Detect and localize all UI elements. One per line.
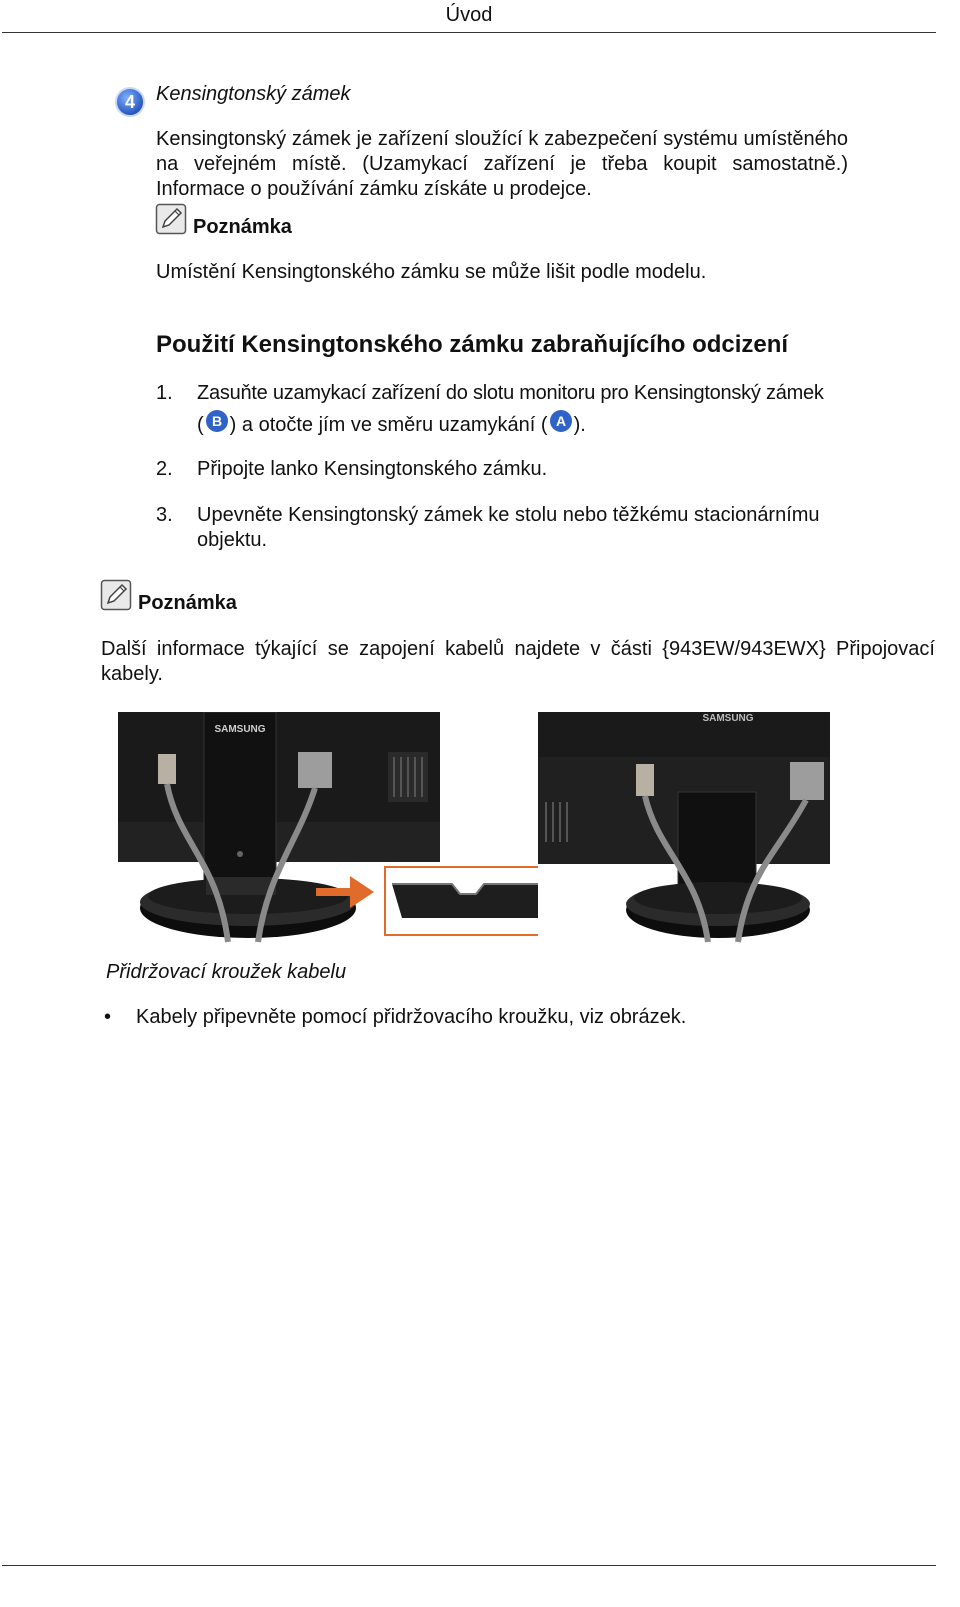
arrow-right-icon [316, 870, 374, 914]
header-divider [2, 32, 936, 33]
usage-heading: Použití Kensingtonského zámku zabraňujícího odcizení [156, 331, 789, 358]
step-number: 2. [156, 458, 173, 480]
note-pencil-icon [155, 203, 187, 235]
step-1-text [197, 381, 857, 406]
brand-label-right: SAMSUNG [702, 713, 754, 724]
step-1-text-c: ). [573, 414, 586, 436]
step-2-text: Připojte lanko Kensingtonského zámku. [197, 458, 548, 480]
step-3-text: Upevněte Kensingtonský zámek ke stolu nebo těžkému stacionárnímu objektu. [197, 504, 820, 551]
note-label: Poznámka [138, 592, 237, 614]
section-title-kensington: Kensingtonský zámek [156, 83, 351, 105]
note-pencil-icon [100, 579, 132, 611]
step-four-badge-icon [114, 86, 146, 118]
kensington-description: Kensingtonský zámek je zařízení sloužící k zabezpečení systému umístěného na veřejném místě. (Uzamykací zařízení je třeba koupit samostatně.) Informace o používání zámku získáte u prodejce. [156, 128, 848, 200]
monitor-back-right-image [538, 712, 830, 950]
footer-divider [2, 1565, 936, 1566]
step-1-text-b: ) a otočte jím ve směru uzamykání ( [229, 414, 548, 436]
note-text-cables: Další informace týkající se zapojení kabelů najdete v části {943EW/943EWX} Připojovací kabely. [101, 638, 935, 685]
step-1-text-line2 [197, 409, 857, 442]
note-text-location: Umístění Kensingtonského zámku se může lišit podle modelu. [156, 261, 707, 283]
section-title-cable-ring: Přidržovací kroužek kabelu [106, 961, 347, 983]
step-1-text-a: Zasuňte uzamykací zařízení do slotu monitoru pro Kensingtonský zámek [197, 382, 824, 404]
brand-label-left: SAMSUNG [214, 724, 266, 735]
badge-number: 4 [124, 92, 136, 112]
svg-text:A: A [555, 413, 566, 429]
page-header-title: Úvod [445, 4, 493, 26]
label-b-icon [205, 409, 229, 442]
step-number: 1. [156, 382, 173, 404]
paren-open: ( [197, 414, 204, 436]
label-a-icon [549, 409, 573, 442]
svg-text:B: B [211, 413, 222, 429]
note-label: Poznámka [193, 216, 292, 238]
bullet-dot: • [104, 1006, 112, 1028]
step-number: 3. [156, 504, 173, 526]
bullet-text: Kabely připevněte pomocí přidržovacího kroužku, viz obrázek. [136, 1006, 687, 1028]
